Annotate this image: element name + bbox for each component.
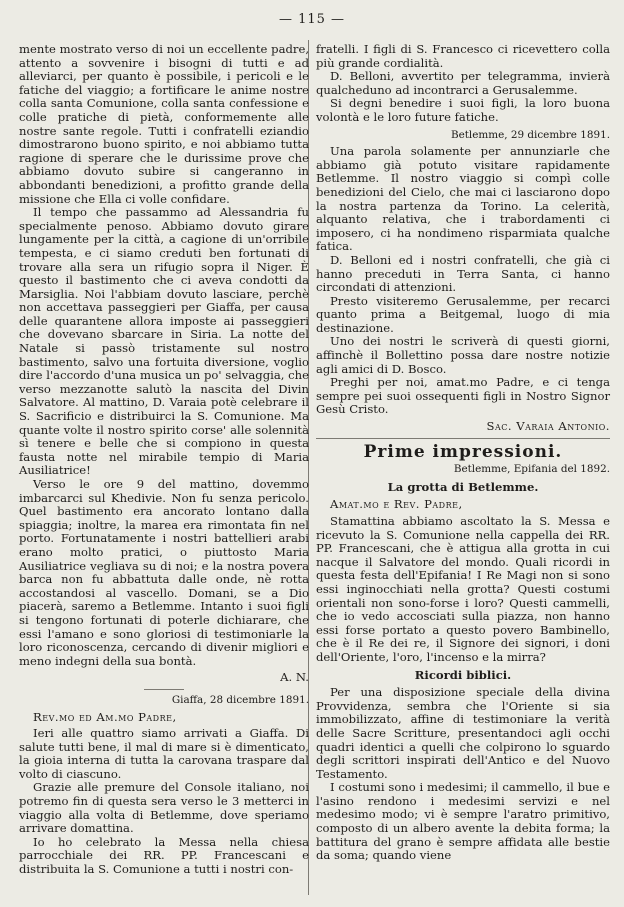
paragraph: Grazie alle premure del Console italiano, noi potremo fin di questa sera verso le 3 metterci in viaggio alla volta di Betlemme, dove speriamo arrivare domattina.: [19, 780, 309, 836]
salutation: Amat.mo e Rev. Padre,: [330, 497, 463, 512]
paragraph: Per una disposizione speciale della divina Provvidenza, sembra che l'Oriente si sia immobilizzato, affine di testimoniare la verità delle Sacre Scritture, presentandoci agli occhi quadri identici a quelli che colpirono lo sguardo degli scrittori inspirati dell'Antico e del Nuovo Testamento.: [316, 685, 610, 781]
letter-date: Betlemme, Epifania del 1892.: [453, 463, 610, 476]
paragraph: Verso le ore 9 del mattino, dovemmo imbarcarci sul Khedivie. Non fu senza pericolo. Quel bastimento era ancorato lontano dalla spiaggia; inoltre, la marea era rimontata fin nel porto. Fortunatamente i nostri battellieri arabi erano molto pratici, o piuttosto Maria Ausiliatrice vegliava su di noi; e la nostra povera barca non fu abbattuta dalle onde, nè rotta accostandosi al vascello. Domani, se a Dio piacerà, saremo a Betlemme. Intanto i suoi figli si tengono fortunati di poterle dichiarare, che essi l'amano e sono gloriosi di testimoniarle la loro riconoscenza, cercando di divenir migliori e meno indegni della sua bontà.: [19, 477, 309, 668]
section-title: Prime impressioni.: [363, 441, 563, 462]
signature: Sac. Varaia Antonio.: [486, 419, 610, 434]
subsection-title: Ricordi biblici.: [414, 667, 512, 682]
letter-date: Betlemme, 29 dicembre 1891.: [450, 128, 610, 141]
paragraph: Uno dei nostri le scriverà di questi giorni, affinchè il Bollettino possa dare nostre notizie agli amici di D. Bosco.: [316, 334, 610, 376]
left-column: [19, 43, 309, 877]
paragraph: mente mostrato verso di noi un eccellente padre, attento a sovvenire i bisogni di tutti e ad alleviarci, per quanto è possibile, i pericoli e le fatiche del viaggio; a fortificare le anime nostre colla santa Comunione, colla santa confessione e colle pratiche di pietà, conformemente alle nostre sante regole. Tutti i confratelli eziandio dimostrarono buono spirito, e noi abbiamo tutta ragione di sperare che le durissime prove che abbiamo dovuto subire si cangeranno in abbondanti benedizioni, a profitto grande della missione che Ella ci volle confidare.: [19, 42, 309, 206]
paragraph: D. Belloni, avvertito per telegramma, invierà qualcheduno ad incontrarci a Gerusalemme.: [316, 69, 610, 97]
paragraph: I costumi sono i medesimi; il cammello, il bue e l'asino rendono i medesimi servizi e nel medesimo modo; vi è sempre l'aratro primitivo, composto di un albero avente la debita forma; la battitura del grano è sempre affidata alle bestie da soma; quando viene: [316, 780, 610, 863]
paragraph: Stamattina abbiamo ascoltato la S. Messa e ricevuto la S. Comunione nella cappella dei RR. PP. Francescani, che è attigua alla grotta in cui nacque il Salvatore del mondo. Quali ricordi in questa festa dell'Epifania! I Re Magi non si sono essi inginocchiati nella grotta? Questi costumi orientali non sono-forse i loro? Questi cammelli, che io vedo accosciati sulla piazza, non hanno essi forse portato a questo povero Bambinello, che è il Re dei re, il Signore dei signori, i doni dell'Oriente, l'oro, l'incenso e la mirra?: [316, 514, 610, 664]
section-divider: [316, 438, 610, 439]
paragraph: Una parola solamente per annunziarle che abbiamo già potuto visitare rapidamente Betlemme. Il nostro viaggio si compì colle benedizioni del Cielo, che mai ci lasciarono dopo la nostra partenza da Torino. La celerità, alquanto relativa, che i trabordamenti ci imposero, ci ha nondimeno risparmiata qualche fatica.: [316, 144, 610, 254]
paragraph: Preghi per noi, amat.mo Padre, e ci tenga sempre pei suoi ossequenti figli in Nostro Signor Gesù Cristo.: [316, 375, 610, 417]
signature: A. N.: [280, 670, 309, 685]
paragraph: Il tempo che passammo ad Alessandria fu specialmente penoso. Abbiamo dovuto girare lungamente per la città, a cagione di un'orribile tempesta, e ci siamo creduti ben fortunati di trovare alla sera un rifugio sopra il Niger. È questo il bastimento che ci aveva condotti da Marsiglia. Noi l'abbiam dovuto lasciare, perchè non accettava passeggieri per Giaffa, per causa delle quarantene allora imposte ai passeggieri che dovevano sbarcare in Siria. La notte del Natale si passò tristamente sul nostro bastimento, salvo una fortuita diversione, voglio dire l'accordo d'una musica un po' selvaggia, che verso mezzanotte salutò la nascita del Divin Salvatore. Al mattino, D. Varaia potè celebrare il S. Sacrificio e distribuirci la S. Comunione. Ma quante volte il nostro spirito corse' alle solennità sì tenere e belle che si compiono in questa fausta notte nel mirabile tempio di Maria Ausiliatrice!: [19, 205, 309, 478]
page-number: — 115 —: [278, 12, 346, 27]
paragraph: D. Belloni ed i nostri confratelli, che già ci hanno preceduti in Terra Santa, ci hanno circondati di attenzioni.: [316, 252, 610, 295]
paragraph: Si degni benedire i suoi figli, la loro buona volontà e le loro future fatiche.: [316, 96, 610, 124]
salutation: Rev.mo ed Am.mo Padre,: [33, 709, 177, 724]
divider: [144, 689, 184, 690]
paragraph: Io ho celebrato la Messa nella chiesa parrocchiale dei RR. PP. Francescani e distribuita la S. Comunione a tutti i nostri con-: [19, 834, 309, 877]
paragraph: Ieri alle quattro siamo arrivati a Giaffa. Di salute tutti bene, il mal di mare si è dimenticato, la gioia interna di tutta la carovana traspare dal volto di ciascuno.: [19, 726, 309, 781]
right-column: [316, 43, 610, 863]
paragraph: fratelli. I figli di S. Francesco ci ricevettero colla più grande cordialità.: [316, 42, 610, 70]
paragraph: Presto visiteremo Gerusalemme, per recarci quanto prima a Beitgemal, luogo di mia destinazione.: [316, 293, 610, 335]
letter-date: Giaffa, 28 dicembre 1891.: [171, 693, 309, 706]
subsection-title: La grotta di Betlemme.: [387, 479, 539, 494]
